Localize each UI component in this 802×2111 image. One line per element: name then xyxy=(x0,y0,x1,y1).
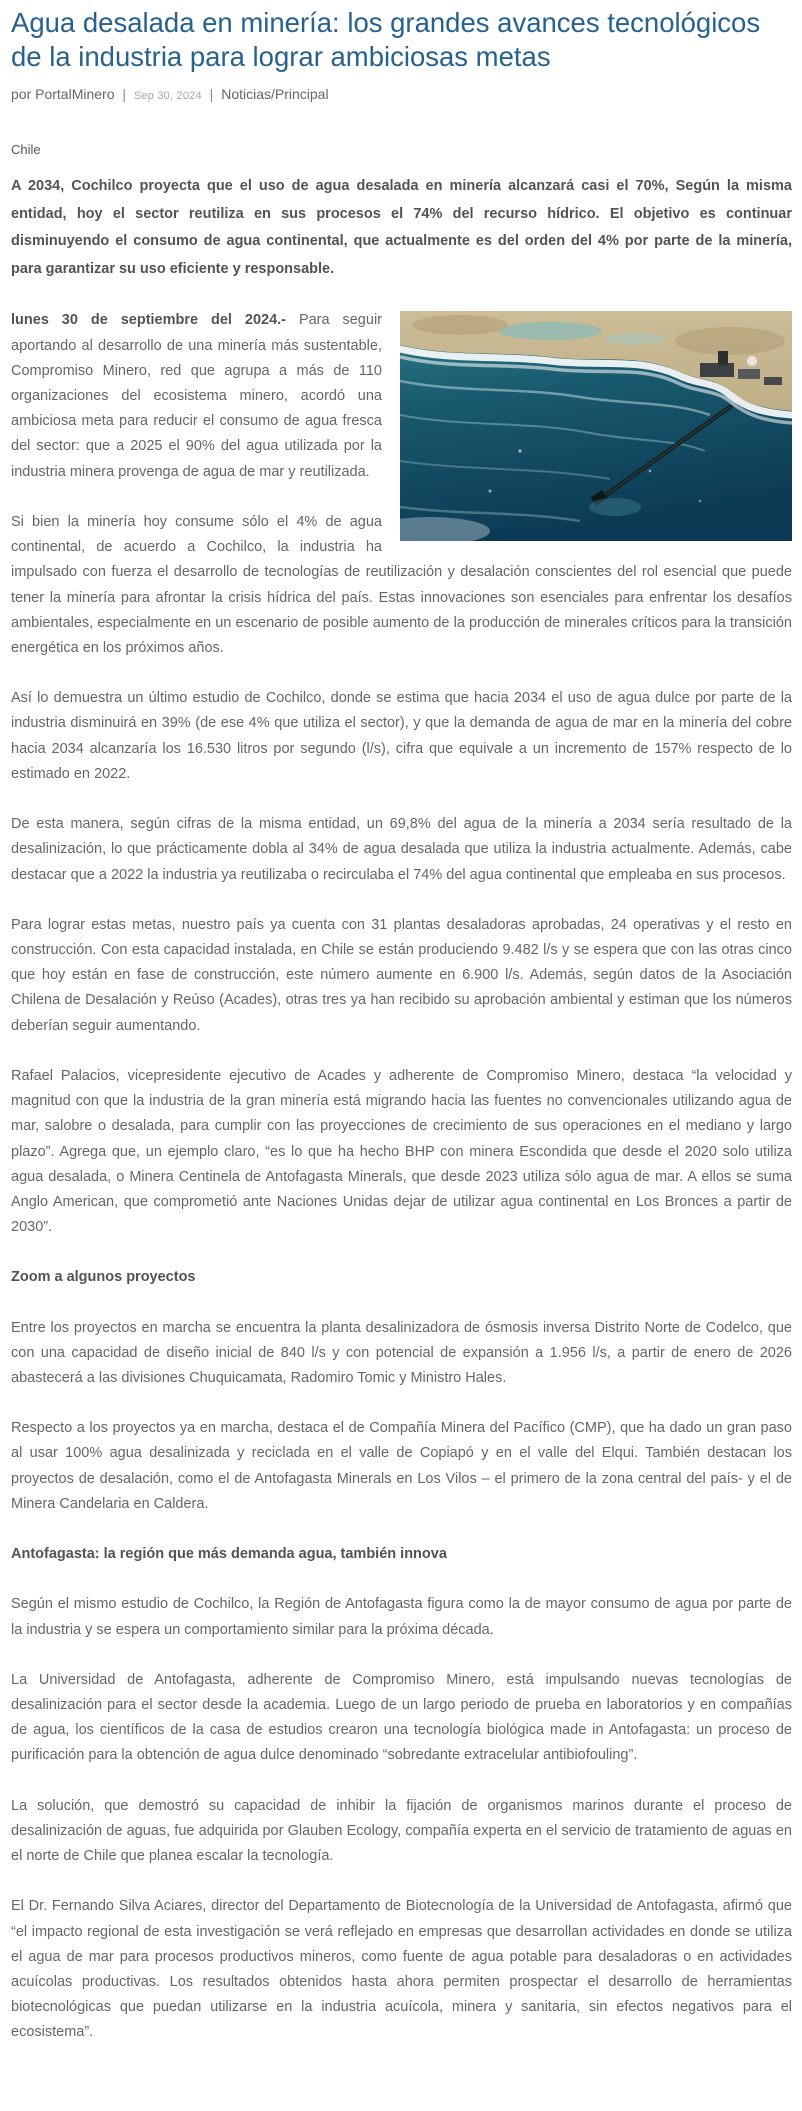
author-link[interactable]: PortalMinero xyxy=(35,86,115,103)
intro-paragraph: A 2034, Cochilco proyecta que el uso de agua desalada en minería alcanzará casi el 70%, Según la misma entidad, hoy el sector reutiliza en sus procesos el 74% del recurso hídrico. El objetivo es continuar disminuyendo el consumo de agua continental, que actualmente es del orden del 4% por parte de la minería, para garantizar su uso eficiente y responsable. xyxy=(11,178,792,277)
paragraph: Rafael Palacios, vicepresidente ejecutivo de Acades y adherente de Compromiso Minero, destaca “la velocidad y magnitud con que la industria de la gran minería está migrando hacia las fuentes no convencionales utilizando agua de mar, salobre o desalada, para cumplir con las proyecciones de crecimiento de sus operaciones en el mediano y largo plazo”. Agrega que, un ejemplo claro, “es lo que ha hecho BHP con minera Escondida que desde el 2020 solo utiliza agua desalada, o Minera Centinela de Antofagasta Minerals, que desde 2023 utiliza sólo agua de mar. A ellos se suma Anglo American, que comprometió ante Naciones Unidas dejar de utilizar agua continental en Los Bronces a partir de 2030”. xyxy=(11,1067,792,1236)
category-link[interactable]: Noticias/Principal xyxy=(221,86,329,103)
paragraph: Así lo demuestra un último estudio de Cochilco, donde se estima que hacia 2034 el uso de agua dulce por parte de la industria disminuirá en 39% (de ese 4% que utiliza el sector), y que la demanda de agua de mar en la minería del cobre hacia 2034 alcanzaría los 16.530 litros por segundo (l/s), cifra que equivale a un incremento de 157% respecto de lo estimado en 2022. xyxy=(11,690,792,782)
location-tag: Chile xyxy=(11,142,41,158)
paragraph: La solución, que demostró su capacidad de inhibir la fijación de organismos marinos durante el proceso de desalinización de aguas, fue adquirida por Glauben Ecology, compañía experta en el servicio de tratamiento de aguas en el norte de Chile que planea escalar la tecnología. xyxy=(11,1797,792,1865)
article-body xyxy=(11,173,792,2070)
byline xyxy=(11,86,792,102)
byline-separator-2: | xyxy=(209,86,214,103)
paragraph: Según el mismo estudio de Cochilco, la Región de Antofagasta figura como la de mayor consumo de agua por parte de la industria y se espera un comportamiento similar para la próxima década. xyxy=(11,1596,792,1638)
date-paragraph-text: Para seguir aportando al desarrollo de una minería más sustentable, Compromiso Minero, red que agrupa a más de 110 organizaciones del ecosistema minero, acordó una ambiciosa meta para reducir el consumo de agua fresca del sector: que a 2025 el 90% del agua utilizada por la industria minera provenga de agua de mar y reutilizada. xyxy=(11,312,382,480)
paragraph: Respecto a los proyectos ya en marcha, destaca el de Compañía Minera del Pacífico (CMP), que ha dado un gran paso al usar 100% agua desalinizada y reciclada en el valle de Copiapó y en el valle del Elqui. También destacan los proyectos de desalación, como el de Antofagasta Minerals en Los Vilos – el primero de la zona central del país- y el de Minera Candelaria en Caldera. xyxy=(11,1420,792,1512)
paragraph: La Universidad de Antofagasta, adherente de Compromiso Minero, está impulsando nuevas tecnologías de desalinización para el sector desde la academia. Luego de un largo periodo de prueba en laboratorios y en compañías de agua, los científicos de la casa de estudios crearon una tecnología biológica made in Antofagasta: un proceso de purificación para la obtención de agua dulce denominado “sobredante extracelular antibiofouling”. xyxy=(11,1671,792,1764)
page-title: Agua desalada en minería: los grandes avances tecnológicos de la industria para lograr ambiciosas metas xyxy=(11,7,761,73)
byline-separator-1: | xyxy=(122,86,127,103)
subheading-antofagasta: Antofagasta: la región que más demanda agua, también innova xyxy=(11,1546,447,1563)
paragraph: Para lograr estas metas, nuestro país ya cuenta con 31 plantas desaladoras aprobadas, 24 operativas y el resto en construcción. Con esta capacidad instalada, en Chile se están produciendo 9.482 l/s y se espera que con las otras cinco que hoy están en fase de construcción, este número aumente en 6.900 l/s. Además, según datos de la Asociación Chilena de Desalación y Reúso (Acades), otras tres ya han recibido su aprobación ambiental y estiman que los números deberían seguir aumentando. xyxy=(11,916,792,1034)
paragraph: Entre los proyectos en marcha se encuentra la planta desalinizadora de ósmosis inversa Distrito Norte de Codelco, que con una capacidad de diseño inicial de 840 l/s y con potencial de expansión a 1.956 l/s, a partir de enero de 2026 abastecerá a las divisiones Chuquicamata, Radomiro Tomic y Ministro Hales. xyxy=(11,1319,792,1387)
article-image xyxy=(400,311,792,541)
date-lead: lunes 30 de septiembre del 2024.- xyxy=(11,312,299,329)
paragraph: Si bien la minería hoy consume sólo el 4% de agua continental, de acuerdo a Cochilco, la industria ha impulsado con fuerza el desarrollo de tecnologías de reutilización y desalación conscientes del rol esencial que puede tener la minería para afrontar la crisis hídrica del país. Estas innovaciones son esenciales para enfrentar los desafíos ambientales, especialmente en un escenario de posible aumento de la producción de minerales críticos para la transición energética en los próximos años. xyxy=(11,513,792,656)
post-date: Sep 30, 2024 xyxy=(133,90,202,103)
paragraph: De esta manera, según cifras de la misma entidad, un 69,8% del agua de la minería a 2034 sería resultado de la desalinización, lo que prácticamente dobla al 34% de agua desalada que utiliza la industria actualmente. Además, cabe destacar que a 2022 la industria ya reutilizaba o recirculaba el 74% del agua continental que empleaba en sus procesos. xyxy=(11,816,792,883)
byline-prefix: por xyxy=(11,86,32,103)
subheading-zoom-proyectos: Zoom a algunos proyectos xyxy=(11,1269,196,1286)
paragraph: El Dr. Fernando Silva Aciares, director del Departamento de Biotecnología de la Universidad de Antofagasta, afirmó que “el impacto regional de esta investigación se verá reflejado en empresas que desarrollan actividades en donde se utiliza el agua de mar para procesos productivos mineros, como fuente de agua potable para desaladoras o en actividades acuícolas productivas. Los resultados obtenidos hasta ahora permiten prospectar el desarrollo de herramientas biotecnológicas que puedan utilizarse en la industria acuícola, minera y sanitaria, sin efectos negativos para el ecosistema”. xyxy=(11,1898,792,2041)
